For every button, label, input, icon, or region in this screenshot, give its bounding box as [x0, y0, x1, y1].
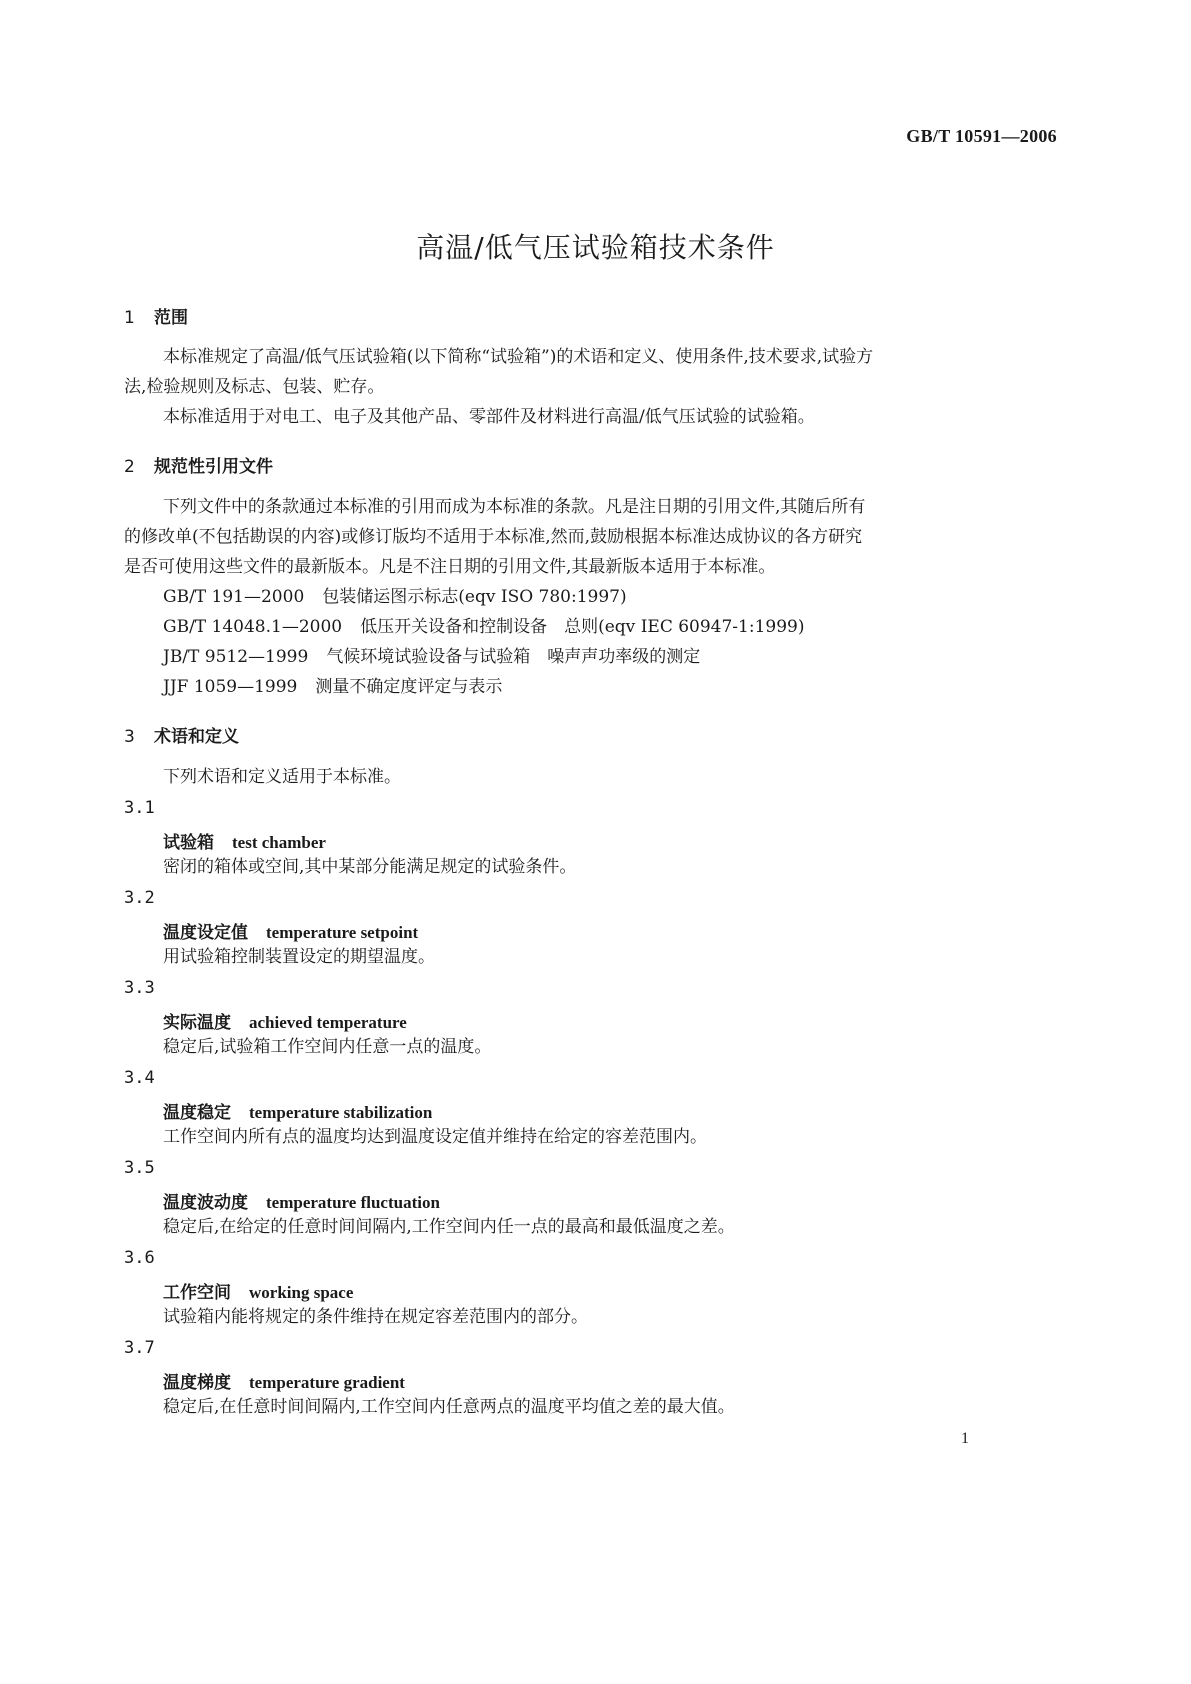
terms-intro: 下列术语和定义适用于本标准。: [163, 767, 401, 787]
scope-paragraph-line: 本标准规定了高温/低气压试验箱(以下简称“试验箱”)的术语和定义、使用条件,技术要求,试验方: [163, 347, 874, 367]
scope-paragraph-line: 法,检验规则及标志、包装、贮存。: [124, 377, 385, 397]
references-paragraph-line: 下列文件中的条款通过本标准的引用而成为本标准的条款。凡是注日期的引用文件,其随后所有: [163, 497, 866, 517]
term-en: temperature setpoint: [266, 923, 419, 942]
term-en: temperature stabilization: [249, 1103, 433, 1122]
reference-item: [163, 616, 805, 638]
page-number: 1: [961, 1430, 969, 1447]
reference-title: 气候环境试验设备与试验箱 噪声声功率级的测定: [326, 647, 701, 667]
term-definition: 试验箱内能将规定的条件维持在规定容差范围内的部分。: [163, 1307, 588, 1327]
references-paragraph-line: 的修改单(不包括勘误的内容)或修订版均不适用于本标准,然而,鼓励根据本标准达成协议的各方研究: [124, 527, 863, 547]
reference-item: [163, 646, 700, 668]
section-heading-terms: [124, 722, 239, 747]
term-number: 3.7: [124, 1338, 155, 1358]
section-title: 术语和定义: [154, 727, 239, 747]
document-title: 高温/低气压试验箱技术条件: [416, 231, 775, 264]
term-zh: 试验箱: [163, 833, 214, 853]
term-number: 3.3: [124, 978, 155, 998]
term-number: 3.4: [124, 1068, 155, 1088]
section-number: 1: [124, 308, 135, 328]
reference-title: 包装储运图示标志(eqv ISO 780:1997): [322, 587, 627, 607]
term-number: 3.6: [124, 1248, 155, 1268]
reference-code: GB/T 14048.1—2000: [163, 617, 343, 637]
term-en: test chamber: [232, 833, 326, 852]
term-definition: 稳定后,试验箱工作空间内任意一点的温度。: [163, 1037, 492, 1057]
reference-code: JJF 1059—1999: [163, 677, 298, 697]
reference-code: GB/T 191—2000: [163, 587, 305, 607]
term-definition: 稳定后,在任意时间间隔内,工作空间内任意两点的温度平均值之差的最大值。: [163, 1397, 735, 1417]
term-number: 3.1: [124, 798, 155, 818]
section-heading-normative-references: [124, 452, 273, 477]
section-title: 范围: [154, 308, 188, 328]
section-heading-scope: [124, 303, 188, 328]
reference-item: [163, 586, 627, 608]
term-heading: [163, 1278, 353, 1303]
section-number: 3: [124, 727, 135, 747]
term-heading: [163, 1188, 440, 1213]
standard-code: GB/T 10591—2006: [906, 126, 1057, 146]
term-heading: [163, 1008, 407, 1033]
scope-paragraph: 本标准适用于对电工、电子及其他产品、零部件及材料进行高温/低气压试验的试验箱。: [163, 407, 815, 427]
reference-title: 测量不确定度评定与表示: [315, 677, 503, 697]
term-en: temperature fluctuation: [266, 1193, 440, 1212]
term-heading: [163, 828, 326, 853]
term-definition: 用试验箱控制装置设定的期望温度。: [163, 947, 435, 967]
term-definition: 稳定后,在给定的任意时间间隔内,工作空间内任一点的最高和最低温度之差。: [163, 1217, 735, 1237]
term-heading: [163, 1368, 405, 1393]
section-number: 2: [124, 457, 135, 477]
term-en: achieved temperature: [249, 1013, 407, 1032]
term-heading: [163, 918, 418, 943]
section-title: 规范性引用文件: [154, 457, 273, 477]
term-definition: 工作空间内所有点的温度均达到温度设定值并维持在给定的容差范围内。: [163, 1127, 707, 1147]
term-zh: 温度梯度: [163, 1373, 231, 1393]
term-heading: [163, 1098, 432, 1123]
term-zh: 温度波动度: [163, 1193, 248, 1213]
term-en: temperature gradient: [249, 1373, 405, 1392]
reference-title: 低压开关设备和控制设备 总则(eqv IEC 60947-1:1999): [360, 617, 805, 637]
term-zh: 温度稳定: [163, 1103, 231, 1123]
term-number: 3.2: [124, 888, 155, 908]
term-zh: 实际温度: [163, 1013, 231, 1033]
term-zh: 温度设定值: [163, 923, 248, 943]
reference-code: JB/T 9512—1999: [163, 647, 309, 667]
term-en: working space: [249, 1283, 354, 1302]
term-definition: 密闭的箱体或空间,其中某部分能满足规定的试验条件。: [163, 857, 577, 877]
term-zh: 工作空间: [163, 1283, 231, 1303]
references-paragraph-line: 是否可使用这些文件的最新版本。凡是不注日期的引用文件,其最新版本适用于本标准。: [124, 557, 776, 577]
reference-item: [163, 676, 502, 698]
term-number: 3.5: [124, 1158, 155, 1178]
